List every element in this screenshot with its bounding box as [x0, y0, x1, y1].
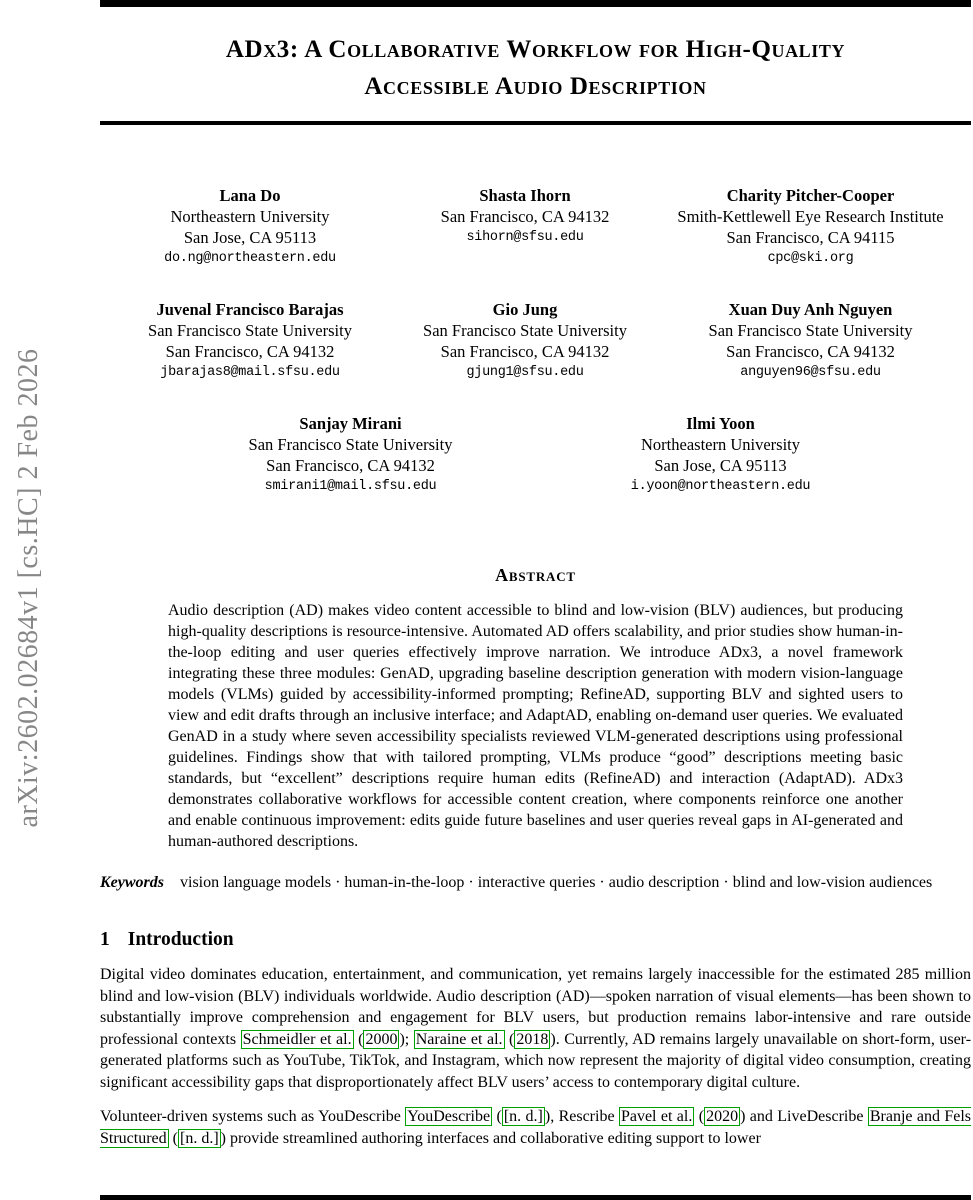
bottom-rule — [100, 1195, 971, 1200]
title-rule — [100, 121, 971, 125]
abstract-section — [100, 565, 971, 852]
author-affiliation: San Francisco, CA 94132 — [726, 342, 895, 361]
keywords-label: Keywords — [100, 874, 164, 891]
author-block — [231, 413, 471, 497]
author-email: gjung1@sfsu.edu — [466, 365, 584, 380]
author-affiliation: San Francisco State University — [148, 321, 352, 340]
body-paragraph — [100, 1106, 971, 1149]
citation-link[interactable]: Naraine et al. — [415, 1030, 503, 1048]
top-rule — [100, 0, 971, 7]
author-email: i.yoon@northeastern.edu — [630, 479, 811, 494]
citation-link[interactable]: 2000 — [365, 1030, 398, 1048]
author-affiliation: San Jose, CA 95113 — [183, 228, 317, 247]
author-affiliation: Northeastern University — [170, 207, 330, 226]
keywords-text: vision language models · human-in-the-loop · interactive queries · audio description · blind and low-vision audiences — [180, 874, 933, 891]
section-heading-introduction — [100, 929, 971, 951]
author-affiliation: San Francisco, CA 94132 — [165, 342, 335, 361]
abstract-heading: Abstract — [495, 565, 576, 585]
citation-link[interactable]: 2020 — [706, 1108, 739, 1125]
title-line2: Accessible Audio Description — [364, 73, 707, 100]
author-block — [100, 185, 400, 269]
author-name: Sanjay Mirani — [299, 414, 402, 433]
author-email: anguyen96@sfsu.edu — [740, 365, 881, 380]
author-block — [650, 299, 971, 383]
authors-block — [100, 185, 971, 497]
paragraph-text: Volunteer-driven systems such as YouDescribe — [100, 1108, 406, 1125]
citation-link[interactable]: Branje and Fels Structured — [100, 1108, 972, 1147]
paragraph-text: ); — [399, 1030, 414, 1048]
author-row — [100, 413, 971, 497]
citation-link[interactable]: YouDescribe — [407, 1108, 491, 1125]
citation-link[interactable]: 2018 — [516, 1030, 549, 1048]
author-row — [100, 299, 971, 383]
author-row — [100, 185, 971, 269]
author-email: sihorn@sfsu.edu — [466, 230, 584, 245]
paragraph-text: ) provide streamlined authoring interfaces and collaborative editing support to lower — [220, 1129, 761, 1147]
author-affiliation: San Francisco, CA 94115 — [726, 228, 895, 247]
author-affiliation: San Francisco State University — [248, 435, 453, 454]
author-affiliation: San Francisco, CA 94132 — [266, 456, 435, 475]
author-name: Ilmi Yoon — [686, 414, 755, 433]
title-line1: ADx3: A Collaborative Workflow for High-Quality — [225, 36, 846, 63]
author-name: Shasta Ihorn — [479, 186, 571, 205]
author-affiliation: San Francisco State University — [423, 321, 627, 340]
author-affiliation: Northeastern University — [641, 435, 800, 454]
author-email: smirani1@mail.sfsu.edu — [264, 479, 437, 494]
author-block — [650, 185, 971, 269]
author-affiliation: San Francisco State University — [708, 321, 913, 340]
author-affiliation: Smith-Kettlewell Eye Research Institute — [677, 207, 944, 226]
paragraph-text: ( — [694, 1108, 705, 1125]
author-block — [400, 299, 650, 383]
author-name: Gio Jung — [492, 300, 558, 319]
keywords-line — [100, 872, 971, 893]
author-email: cpc@ski.org — [767, 251, 854, 266]
citation-link[interactable]: Schmeidler et al. — [242, 1030, 352, 1048]
paragraph-text: ( — [353, 1030, 364, 1048]
author-name: Charity Pitcher-Cooper — [726, 186, 895, 205]
citation-link[interactable]: [n. d.] — [503, 1108, 543, 1125]
author-affiliation: San Francisco, CA 94132 — [440, 342, 610, 361]
citation-link[interactable]: Pavel et al. — [620, 1108, 693, 1125]
author-block — [100, 299, 400, 383]
paragraph-text: ), Rescribe — [544, 1108, 619, 1125]
arxiv-watermark: arXiv:2602.02684v1 [cs.HC] 2 Feb 2026 — [13, 348, 44, 828]
paragraph-text: ( — [492, 1108, 502, 1125]
author-affiliation: San Francisco, CA 94132 — [440, 207, 610, 226]
author-name: Lana Do — [219, 186, 281, 205]
author-name: Juvenal Francisco Barajas — [156, 300, 344, 319]
body-paragraph — [100, 964, 971, 1093]
section-title: Introduction — [127, 929, 234, 950]
author-block — [400, 185, 650, 269]
paragraph-text: ( — [504, 1030, 515, 1048]
author-email: do.ng@northeastern.edu — [164, 251, 336, 266]
page-content — [100, 0, 971, 1200]
author-name: Xuan Duy Anh Nguyen — [728, 300, 893, 319]
abstract-text: Audio description (AD) makes video content accessible to blind and low-vision (BLV) audiences, but producing high-quality descriptions is resource-intensive. Automated AD offers scalability, and prior studies show human-in-the-loop editing and user queries effectively improve narration. We introduce ADx3, a novel framework integrating these three modules: GenAD, upgrading baseline description generation with modern vision-language models (VLMs) guided by accessibility-informed prompting; RefineAD, supporting BLV and sighted users to view and edit drafts through an inclusive interface; and AdaptAD, enabling on-demand user queries. We evaluated GenAD in a study where seven accessibility specialists reviewed VLM-generated descriptions using professional guidelines. Findings show that with tailored prompting, VLMs produce “good” descriptions meeting basic standards, but “excellent” descriptions require human edits (RefineAD) and interaction (AdaptAD). ADx3 demonstrates collaborative workflows for accessible content creation, where components reinforce one another and enable continuous improvement: edits guide future baselines and user queries reveal gaps in AI-generated and human-authored descriptions. — [168, 602, 903, 850]
paragraph-text: ( — [168, 1129, 178, 1147]
paragraph-text: ). Currently, AD remains largely unavailable on short-form, user-generated platforms such as YouTube, TikTok, and Instagram, which now represent the majority of digital video consumption, creating significant accessibility gaps that disproportionately affect BLV users’ access to contemporary digital culture. — [100, 1030, 972, 1091]
intro-paragraphs — [100, 964, 971, 1149]
paper-title — [100, 31, 971, 105]
author-affiliation: San Jose, CA 95113 — [654, 456, 787, 475]
author-email: jbarajas8@mail.sfsu.edu — [160, 365, 340, 380]
paragraph-text: ) and LiveDescribe — [740, 1108, 868, 1125]
section-number: 1 — [100, 929, 110, 950]
author-block — [601, 413, 841, 497]
paragraph-text: Digital video dominates education, entertainment, and communication, yet remains largely inaccessible for the estimated 285 million blind and low-vision (BLV) individuals worldwide. Audio description (AD)—spoken narration of visual elements—has been shown to substantially improve comprehension and engagement for BLV users, but production remains labor-intensive and rare outside professional contexts — [100, 966, 971, 1048]
citation-link[interactable]: [n. d.] — [179, 1129, 219, 1147]
